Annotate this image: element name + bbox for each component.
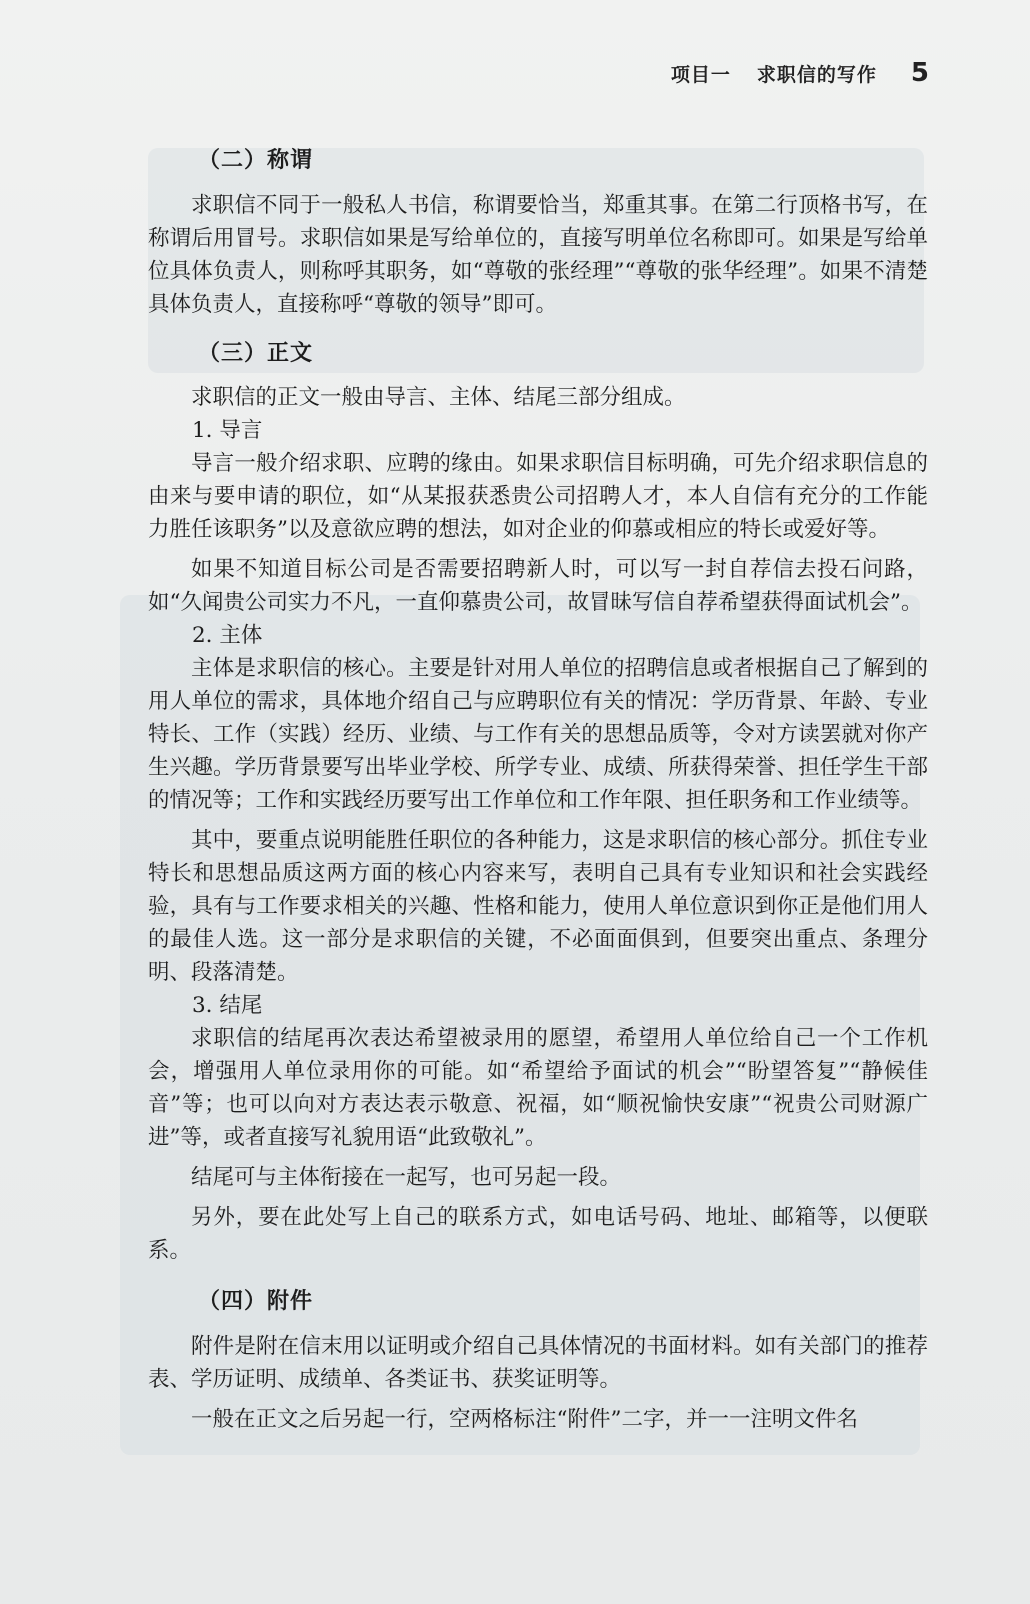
salutation-paragraph: 求职信不同于一般私人书信，称谓要恰当，郑重其事。在第二行顶格书写，在称谓后用冒号。求职信如果是写给单位的，直接写明单位名称即可。如果是写给单位具体负责人，则称呼其职务，如“尊敬的张经理”“尊敬的张华经理”。如果不清楚具体负责人，直接称呼“尊敬的领导”即可。 — [148, 193, 928, 317]
introduction-paragraph: 如果不知道目标公司是否需要招聘新人时，可以写一封自荐信去投石问路，如“久闻贵公司实力不凡，一直仰慕贵公司，故冒昧写信自荐希望获得面试机会”。 — [148, 557, 928, 615]
subheading-main-body: 2. 主体 — [192, 623, 263, 648]
page-body — [148, 140, 928, 1436]
header-chapter-title: 求职信的写作 — [756, 64, 877, 86]
closing-paragraph: 另外，要在此处写上自己的联系方式，如电话号码、地址、邮箱等，以便联系。 — [148, 1205, 928, 1263]
main-body-paragraph: 其中，要重点说明能胜任职位的各种能力，这是求职信的核心部分。抓住专业特长和思想品质这两方面的核心内容来写，表明自己具有专业知识和社会实践经验，具有与工作要求相关的兴趣、性格和能力，使用人单位意识到你正是他们用人的最佳人选。这一部分是求职信的关键，不必面面俱到，但要突出重点、条理分明、段落清楚。 — [148, 828, 928, 985]
attachment-paragraph: 附件是附在信末用以证明或介绍自己具体情况的书面材料。如有关部门的推荐表、学历证明、成绩单、各类证书、获奖证明等。 — [148, 1334, 928, 1392]
page-number: 5 — [910, 58, 930, 88]
header-project: 项目一 — [670, 64, 731, 86]
running-header — [671, 58, 930, 88]
section-heading-body: （三）正文 — [198, 341, 314, 366]
subheading-introduction: 1. 导言 — [192, 418, 263, 443]
introduction-paragraph: 导言一般介绍求职、应聘的缘由。如果求职信目标明确，可先介绍求职信息的由来与要申请的职位，如“从某报获悉贵公司招聘人才，本人自信有充分的工作能力胜任该职务”以及意欲应聘的想法，如对企业的仰慕或相应的特长或爱好等。 — [148, 451, 928, 542]
section-heading-attachment: （四）附件 — [198, 1289, 314, 1314]
closing-paragraph: 求职信的结尾再次表达希望被录用的愿望，希望用人单位给自己一个工作机会，增强用人单位录用你的可能。如“希望给予面试的机会”“盼望答复”“静候佳音”等；也可以向对方表达表示敬意、祝福，如“顺祝愉快安康”“祝贵公司财源广进”等，或者直接写礼貌用语“此致敬礼”。 — [148, 1026, 928, 1150]
subheading-closing: 3. 结尾 — [192, 993, 263, 1018]
closing-paragraph: 结尾可与主体衔接在一起写，也可另起一段。 — [191, 1165, 622, 1190]
main-body-paragraph: 主体是求职信的核心。主要是针对用人单位的招聘信息或者根据自己了解到的用人单位的需求，具体地介绍自己与应聘职位有关的情况：学历背景、年龄、专业特长、工作（实践）经历、业绩、与工作有关的思想品质等，令对方读罢就对你产生兴趣。学历背景要写出毕业学校、所学专业、成绩、所获得荣誉、担任学生干部的情况等；工作和实践经历要写出工作单位和工作年限、担任职务和工作业绩等。 — [148, 656, 928, 813]
attachment-paragraph: 一般在正文之后另起一行，空两格标注“附件”二字，并一一注明文件名 — [191, 1407, 858, 1432]
section-heading-salutation: （二）称谓 — [198, 148, 314, 173]
body-intro-paragraph: 求职信的正文一般由导言、主体、结尾三部分组成。 — [191, 385, 686, 410]
